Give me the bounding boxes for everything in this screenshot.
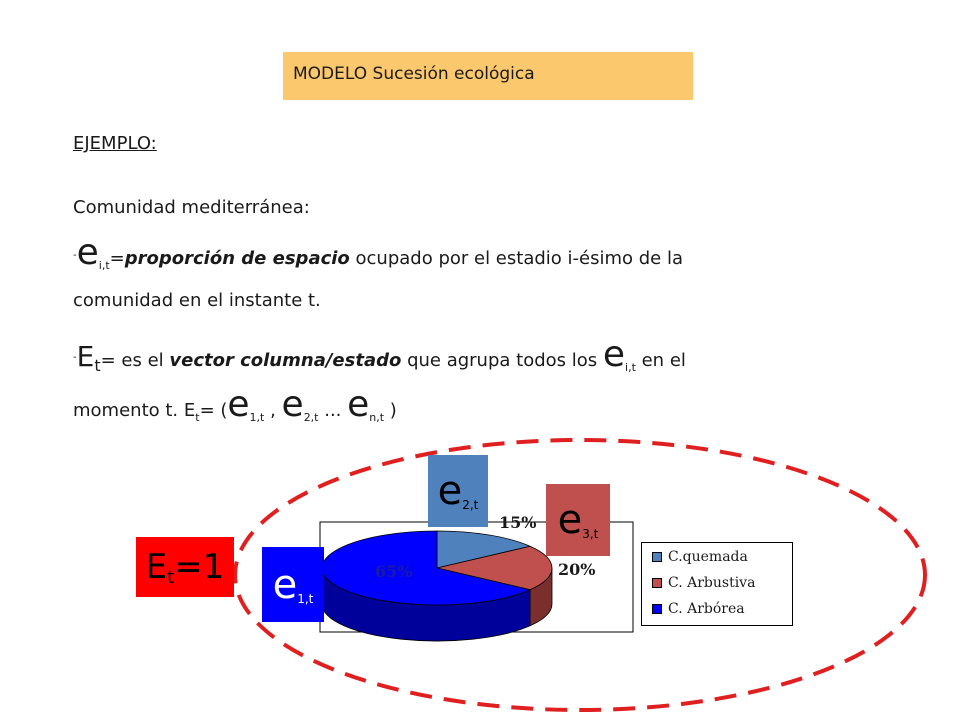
e-symbol: e (602, 334, 626, 375)
definition-rest: que agrupa todos los (401, 350, 603, 371)
en-sub: n,t (369, 411, 385, 424)
pie-chart (322, 531, 552, 641)
community-text: Comunidad mediterránea: (73, 197, 310, 218)
slide-title: MODELO Sucesión ecológica (293, 64, 535, 84)
e2-sub: 2,t (462, 498, 479, 512)
definition-rest: ocupado por el estadio i-ésimo de la (349, 248, 683, 269)
en-symbol: e (347, 384, 370, 425)
bold-term: vector columna/estado (169, 350, 402, 371)
e1-sub: 1,t (297, 591, 314, 606)
e3-sub: 3,t (582, 527, 599, 541)
legend-label: C. Arbórea (668, 601, 745, 617)
moment-text: momento t. E (73, 400, 196, 421)
label-e3 (546, 484, 610, 556)
legend-swatch (652, 552, 662, 562)
e1-symbol: e (227, 384, 250, 425)
tail-text: en el (635, 350, 686, 371)
legend-item-quemada (652, 549, 748, 565)
label-Et (136, 537, 234, 597)
legend-label: C. Arbustiva (668, 575, 756, 591)
dash: - (73, 250, 77, 261)
heading: EJEMPLO: (73, 133, 157, 154)
equals-text: = es el (100, 350, 170, 371)
Et-sub: t (167, 566, 175, 588)
E-symbol: E (76, 340, 95, 373)
E-sub: t (94, 356, 101, 375)
legend-item-arborea (652, 601, 745, 617)
legend-item-arbustiva (652, 575, 755, 591)
e2-sub: 2,t (303, 411, 319, 424)
label-e2 (428, 455, 488, 527)
equals: = ( (199, 400, 228, 421)
e-symbol: e (76, 232, 99, 273)
pct-label-quemada: 15% (499, 513, 537, 532)
Et-symbol: E (145, 547, 168, 587)
e2-symbol: e (281, 384, 304, 425)
e1-sub: 1,t (249, 411, 265, 424)
close-paren: ) (384, 400, 397, 421)
bold-term: proporción de espacio (124, 248, 350, 269)
ellipsis: ... (318, 400, 348, 421)
comma: , (264, 400, 282, 421)
definition-line-2: comunidad en el instante t. (73, 290, 321, 311)
pct-label-arbustiva: 20% (558, 560, 596, 579)
chart-legend (641, 542, 793, 626)
e-sub: i,t (98, 259, 110, 272)
e-sub: i,t (625, 361, 636, 374)
e3-symbol: e (557, 497, 583, 543)
e2-symbol: e (437, 468, 463, 514)
dash: - (73, 352, 77, 363)
equals: = (109, 248, 125, 269)
legend-swatch (652, 578, 662, 588)
E-sub: t (195, 411, 200, 424)
pct-label-arborea: 65% (375, 562, 413, 581)
legend-swatch (652, 604, 662, 614)
e1-symbol: e (272, 561, 298, 608)
legend-label: C.quemada (668, 549, 748, 565)
label-e1 (262, 547, 324, 622)
Et-value: =1 (174, 547, 225, 587)
